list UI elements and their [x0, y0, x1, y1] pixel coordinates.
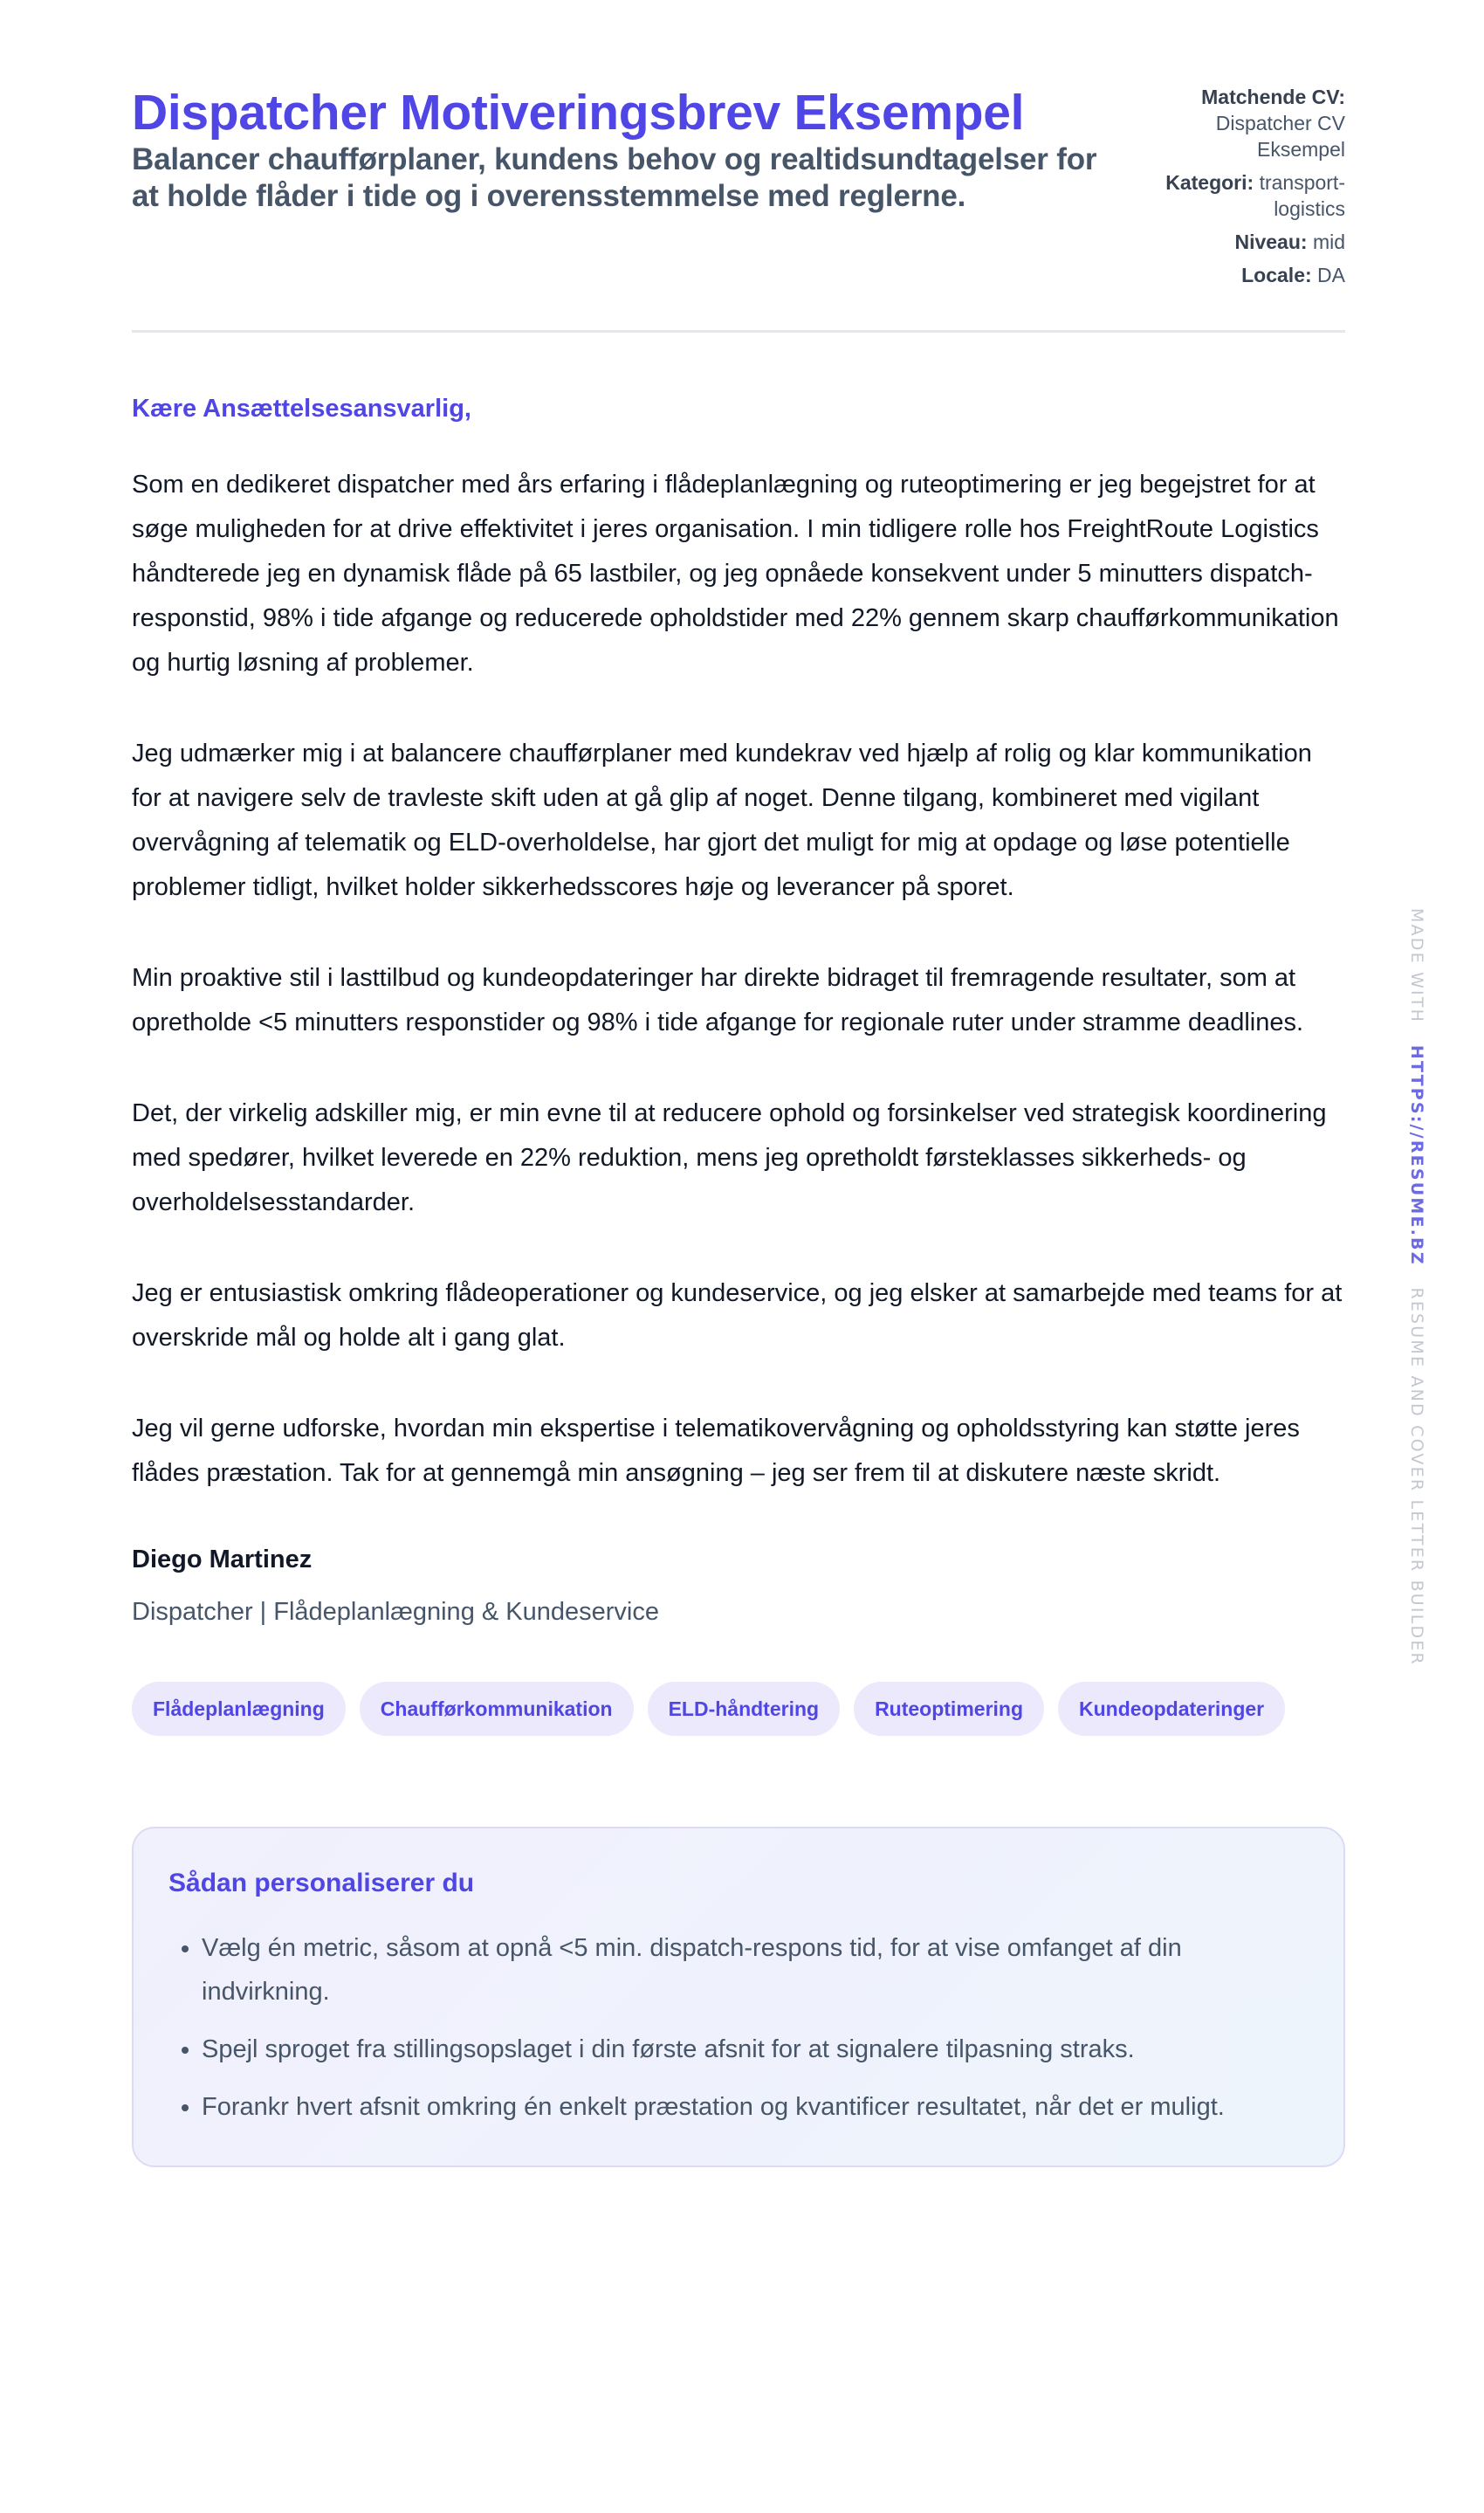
meta-locale-label: Locale: [1241, 264, 1312, 286]
signature-name: Diego Martinez [132, 1546, 313, 1573]
signature-block [132, 1544, 1345, 1628]
skill-tag[interactable]: Kundeopdateringer [1058, 1682, 1285, 1736]
skill-tag[interactable]: Flådeplanlægning [132, 1682, 346, 1736]
letter-paragraph: Jeg vil gerne udforske, hvordan min ekspertise i telematikovervågning og opholdsstyring kan støtte jeres flådes præstation. Tak for at gennemgå min ansøgning – jeg ser frem til at diskutere næste skridt. [132, 1415, 1300, 1487]
watermark-suffix: RESUME AND COVER LETTER BUILDER [1407, 1287, 1426, 1666]
tip-item: • Forankr hvert afsnit omkring én enkelt præstation og kvantificer resultatet, når det er muligt. [202, 2085, 1309, 2129]
letter-greeting: Kære Ansættelsesansvarlig, [132, 395, 471, 423]
meta-category-label: Kategori: [1165, 171, 1254, 194]
meta-matching-cv-value[interactable]: Dispatcher CV Eksempel [1215, 112, 1345, 161]
skill-tag[interactable]: Chaufførkommunikation [360, 1682, 634, 1736]
meta-category-value: transport-logistics [1259, 171, 1345, 220]
title-block [132, 84, 1127, 215]
meta-category [1136, 169, 1345, 222]
signature-title: Dispatcher | Flådeplanlægning & Kundeservice [132, 1598, 659, 1626]
meta-level-value: mid [1312, 231, 1345, 253]
letter-paragraph: Som en dedikeret dispatcher med års erfaring i flådeplanlægning og ruteoptimering er jeg begejstret for at søge muligheden for at drive effektivitet i jeres organisation. I min tidligere rolle hos FreightRoute Logistics håndterede jeg en dynamisk flåde på 65 lastbiler, og jeg opnåede konsekvent under 5 minutters dispatch-responstid, 98% i tide afgange og reducerede opholdstider med 22% gennem skarp chaufførkommunikation og hurtig løsning af problemer. [132, 471, 1339, 677]
letter-paragraph: Min proaktive stil i lasttilbud og kundeopdateringer har direkte bidraget til fremragende resultater, som at opretholde <5 minutters responstider og 98% i tide afgange for regionale ruter under stramme deadlines. [132, 964, 1304, 1036]
meta-level-label: Niveau: [1234, 231, 1308, 253]
meta-panel [1136, 84, 1345, 295]
side-watermark [1407, 908, 1426, 1666]
tips-title: Sådan personaliserer du [168, 1869, 475, 1897]
watermark-link[interactable]: HTTPS://RESUME.BZ [1407, 1044, 1426, 1266]
meta-level [1136, 229, 1345, 255]
skill-tag[interactable]: ELD-håndtering [648, 1682, 841, 1736]
skill-tags [132, 1682, 1345, 1736]
letter-paragraph: Jeg er entusiastisk omkring flådeoperationer og kundeservice, og jeg elsker at samarbejde med teams for at overskride mål og holde alt i gang glat. [132, 1279, 1343, 1352]
letter-paragraph: Jeg udmærker mig i at balancere chaufførplaner med kundekrav ved hjælp af rolig og klar kommunikation for at navigere selv de travleste skift uden at gå glip af noget. Denne tilgang, kombineret med vigilant overvågning af telematik og ELD-overholdelse, har gjort det muligt for mig at opdage og løse potentielle problemer tidligt, hvilket holder sikkerhedsscores høje og leverancer på sporet. [132, 740, 1312, 901]
tips-list [168, 1926, 1309, 2129]
letter-body [132, 463, 1345, 1496]
meta-locale [1136, 262, 1345, 288]
watermark-prefix: MADE WITH [1407, 908, 1426, 1024]
page-title: Dispatcher Motiveringsbrev Eksempel [132, 85, 1025, 141]
header-divider [132, 330, 1345, 333]
meta-matching-cv [1136, 84, 1345, 162]
personalization-tips-box [132, 1827, 1345, 2167]
page-subtitle: Balancer chaufførplaner, kundens behov og realtidsundtagelser for at holde flåder i tide og i overensstemmelse med reglerne. [132, 142, 1097, 213]
tip-item: • Vælg én metric, såsom at opnå <5 min. dispatch-respons tid, for at vise omfanget af din indvirkning. [202, 1926, 1309, 2014]
cover-letter-page [132, 0, 1345, 2167]
tip-item: • Spejl sproget fra stillingsopslaget i din første afsnit for at signalere tilpasning straks. [202, 2028, 1309, 2071]
skill-tag[interactable]: Ruteoptimering [854, 1682, 1044, 1736]
meta-matching-cv-label: Matchende CV: [1201, 86, 1345, 108]
page-header [132, 0, 1345, 295]
watermark-text [1407, 908, 1426, 1666]
meta-locale-value: DA [1317, 264, 1345, 286]
letter-paragraph: Det, der virkelig adskiller mig, er min evne til at reducere ophold og forsinkelser ved strategisk koordinering med spedører, hvilket leverede en 22% reduktion, mens jeg opretholdt førsteklasses sikkerheds- og overholdelsesstandarder. [132, 1099, 1327, 1216]
